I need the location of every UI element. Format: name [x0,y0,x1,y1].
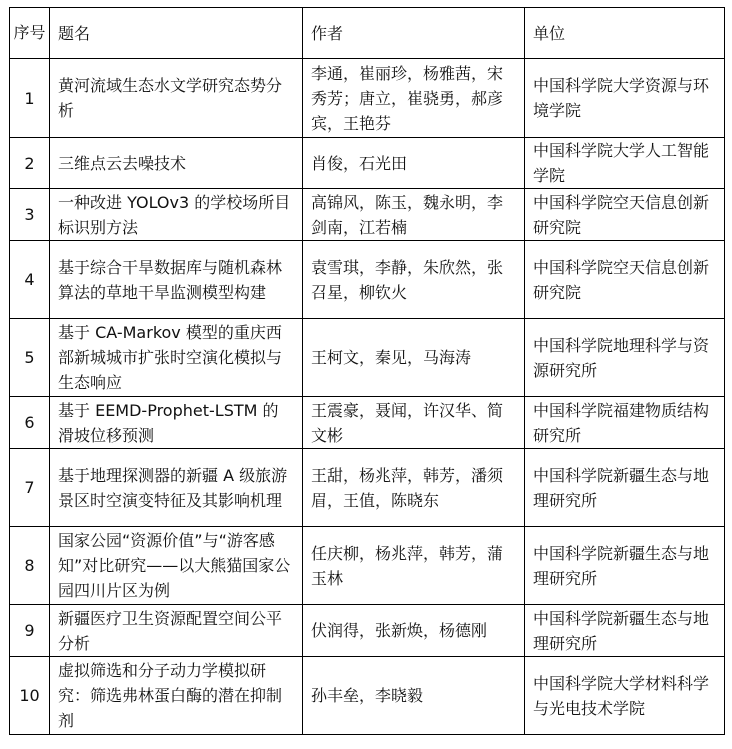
row-title: 基于综合干旱数据库与随机森林算法的草地干旱监测模型构建 [50,241,303,319]
row-title: 虚拟筛选和分子动力学模拟研究：筛选弗林蛋白酶的潜在抑制剂 [50,657,303,735]
row-num: 3 [10,189,50,241]
table-row [10,241,725,319]
row-num: 6 [10,397,50,449]
header-num: 序号 [10,8,50,59]
row-title: 新疆医疗卫生资源配置空间公平分析 [50,605,303,657]
header-authors: 作者 [303,8,525,59]
paper-list-table [9,7,725,735]
table-row [10,527,725,605]
row-authors: 王甜，杨兆萍，韩芳，潘须眉，王值，陈晓东 [303,449,525,527]
table-row [10,657,725,735]
row-unit: 中国科学院空天信息创新研究院 [525,189,725,241]
row-authors: 李通，崔丽珍，杨雅茜，宋秀芳；唐立，崔骁勇，郝彦宾，王艳芬 [303,59,525,138]
row-unit: 中国科学院大学资源与环境学院 [525,59,725,138]
row-unit: 中国科学院地理科学与资源研究所 [525,319,725,397]
header-title: 题名 [50,8,303,59]
table-row [10,138,725,189]
row-title: 基于 EEMD-Prophet-LSTM 的滑坡位移预测 [50,397,303,449]
row-num: 8 [10,527,50,605]
row-unit: 中国科学院新疆生态与地理研究所 [525,449,725,527]
row-num: 10 [10,657,50,735]
row-authors: 肖俊，石光田 [303,138,525,189]
row-num: 7 [10,449,50,527]
row-title: 一种改进 YOLOv3 的学校场所目标识别方法 [50,189,303,241]
table-row [10,319,725,397]
row-title: 三维点云去噪技术 [50,138,303,189]
row-unit: 中国科学院福建物质结构研究所 [525,397,725,449]
table-row [10,189,725,241]
row-num: 4 [10,241,50,319]
row-authors: 孙丰垒，李晓毅 [303,657,525,735]
header-unit: 单位 [525,8,725,59]
table-row [10,449,725,527]
row-title: 基于地理探测器的新疆 A 级旅游景区时空演变特征及其影响机理 [50,449,303,527]
row-unit: 中国科学院大学人工智能学院 [525,138,725,189]
row-num: 2 [10,138,50,189]
row-unit: 中国科学院新疆生态与地理研究所 [525,605,725,657]
row-authors: 高锦风，陈玉，魏永明，李剑南，江若楠 [303,189,525,241]
row-authors: 王震豪，聂闻，许汉华、简文彬 [303,397,525,449]
table-row [10,605,725,657]
row-unit: 中国科学院空天信息创新研究院 [525,241,725,319]
row-num: 5 [10,319,50,397]
row-authors: 王柯文，秦见，马海涛 [303,319,525,397]
row-authors: 伏润得，张新焕，杨德刚 [303,605,525,657]
table-row [10,397,725,449]
row-authors: 袁雪琪，李静，朱欣然，张召星，柳钦火 [303,241,525,319]
row-authors: 任庆柳，杨兆萍，韩芳，蒲玉林 [303,527,525,605]
table-row [10,59,725,138]
row-unit: 中国科学院大学材料科学与光电技术学院 [525,657,725,735]
row-title: 基于 CA-Markov 模型的重庆西部新城城市扩张时空演化模拟与生态响应 [50,319,303,397]
row-num: 1 [10,59,50,138]
header-row [10,8,725,59]
row-title: 黄河流域生态水文学研究态势分析 [50,59,303,138]
row-unit: 中国科学院新疆生态与地理研究所 [525,527,725,605]
row-num: 9 [10,605,50,657]
row-title: 国家公园“资源价值”与“游客感知”对比研究——以大熊猫国家公园四川片区为例 [50,527,303,605]
